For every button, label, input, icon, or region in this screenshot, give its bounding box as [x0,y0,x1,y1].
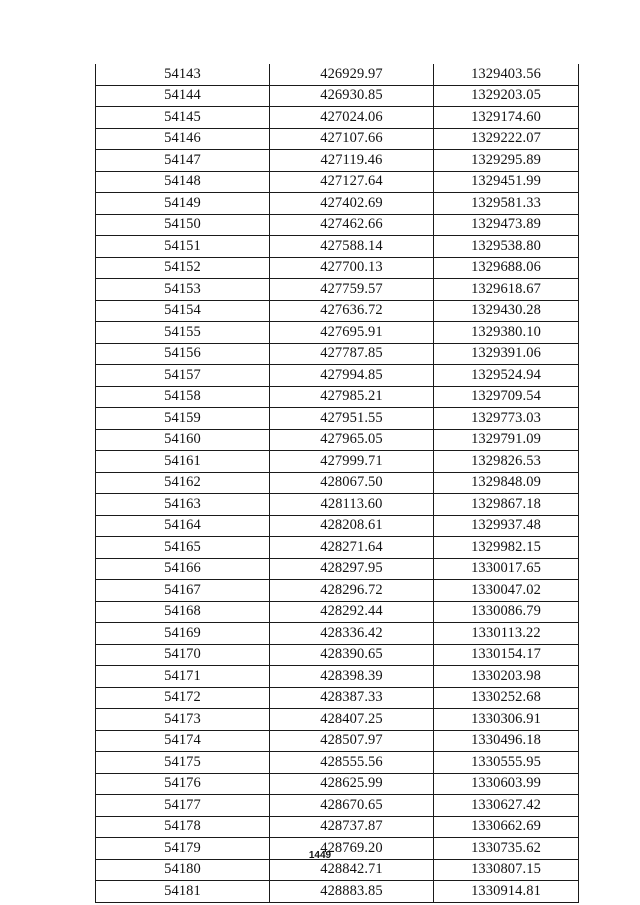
y-coordinate-cell: 1330735.62 [434,838,579,860]
table-row [96,343,579,365]
y-coordinate-cell: 1330203.98 [434,666,579,688]
x-coordinate-cell: 428296.72 [270,580,434,602]
point-id-cell: 54147 [96,150,270,172]
table-row [96,580,579,602]
table-row [96,107,579,129]
point-id-cell: 54155 [96,322,270,344]
x-coordinate-cell: 427127.64 [270,171,434,193]
y-coordinate-cell: 1329826.53 [434,451,579,473]
y-coordinate-cell: 1329982.15 [434,537,579,559]
table-row [96,601,579,623]
table-row [96,386,579,408]
table-row [96,537,579,559]
x-coordinate-cell: 427759.57 [270,279,434,301]
point-id-cell: 54165 [96,537,270,559]
y-coordinate-cell: 1330496.18 [434,730,579,752]
x-coordinate-cell: 427588.14 [270,236,434,258]
x-coordinate-cell: 428336.42 [270,623,434,645]
y-coordinate-cell: 1329430.28 [434,300,579,322]
point-id-cell: 54181 [96,881,270,903]
table-row [96,279,579,301]
table-row [96,709,579,731]
point-id-cell: 54150 [96,214,270,236]
point-id-cell: 54178 [96,816,270,838]
point-id-cell: 54163 [96,494,270,516]
table-row [96,472,579,494]
y-coordinate-cell: 1330047.02 [434,580,579,602]
x-coordinate-cell: 427462.66 [270,214,434,236]
y-coordinate-cell: 1329937.48 [434,515,579,537]
table-row [96,687,579,709]
table-row [96,365,579,387]
table-row [96,515,579,537]
table-row [96,644,579,666]
x-coordinate-cell: 427107.66 [270,128,434,150]
y-coordinate-cell: 1330086.79 [434,601,579,623]
y-coordinate-cell: 1329203.05 [434,85,579,107]
x-coordinate-cell: 428271.64 [270,537,434,559]
point-id-cell: 54172 [96,687,270,709]
point-id-cell: 54143 [96,64,270,85]
y-coordinate-cell: 1329473.89 [434,214,579,236]
point-id-cell: 54164 [96,515,270,537]
y-coordinate-cell: 1329618.67 [434,279,579,301]
coordinates-table [95,64,579,903]
x-coordinate-cell: 428398.39 [270,666,434,688]
table-row [96,85,579,107]
y-coordinate-cell: 1330914.81 [434,881,579,903]
page-number: 1449 [308,850,332,861]
y-coordinate-cell: 1329848.09 [434,472,579,494]
point-id-cell: 54177 [96,795,270,817]
table-row [96,322,579,344]
point-id-cell: 54157 [96,365,270,387]
x-coordinate-cell: 428769.20 [270,838,434,860]
table-row [96,666,579,688]
point-id-cell: 54151 [96,236,270,258]
point-id-cell: 54154 [96,300,270,322]
x-coordinate-cell: 427402.69 [270,193,434,215]
point-id-cell: 54179 [96,838,270,860]
x-coordinate-cell: 428507.97 [270,730,434,752]
y-coordinate-cell: 1329174.60 [434,107,579,129]
point-id-cell: 54174 [96,730,270,752]
point-id-cell: 54144 [96,85,270,107]
y-coordinate-cell: 1330662.69 [434,816,579,838]
point-id-cell: 54156 [96,343,270,365]
table-row [96,128,579,150]
table-row [96,236,579,258]
table-row [96,773,579,795]
y-coordinate-cell: 1330154.17 [434,644,579,666]
x-coordinate-cell: 428737.87 [270,816,434,838]
point-id-cell: 54176 [96,773,270,795]
x-coordinate-cell: 428208.61 [270,515,434,537]
table-row [96,795,579,817]
table-row [96,193,579,215]
point-id-cell: 54173 [96,709,270,731]
point-id-cell: 54162 [96,472,270,494]
table-row [96,816,579,838]
x-coordinate-cell: 427951.55 [270,408,434,430]
y-coordinate-cell: 1330252.68 [434,687,579,709]
y-coordinate-cell: 1330555.95 [434,752,579,774]
table-row [96,558,579,580]
y-coordinate-cell: 1330113.22 [434,623,579,645]
x-coordinate-cell: 427636.72 [270,300,434,322]
point-id-cell: 54145 [96,107,270,129]
point-id-cell: 54169 [96,623,270,645]
table-row [96,429,579,451]
y-coordinate-cell: 1330627.42 [434,795,579,817]
table-row [96,214,579,236]
y-coordinate-cell: 1329581.33 [434,193,579,215]
table-row [96,494,579,516]
y-coordinate-cell: 1329451.99 [434,171,579,193]
point-id-cell: 54159 [96,408,270,430]
x-coordinate-cell: 428670.65 [270,795,434,817]
table-row [96,150,579,172]
x-coordinate-cell: 427985.21 [270,386,434,408]
x-coordinate-cell: 428297.95 [270,558,434,580]
point-id-cell: 54168 [96,601,270,623]
point-id-cell: 54167 [96,580,270,602]
x-coordinate-cell: 427999.71 [270,451,434,473]
y-coordinate-cell: 1329867.18 [434,494,579,516]
point-id-cell: 54170 [96,644,270,666]
coordinates-table-body [96,64,579,902]
x-coordinate-cell: 427700.13 [270,257,434,279]
x-coordinate-cell: 427695.91 [270,322,434,344]
x-coordinate-cell: 426930.85 [270,85,434,107]
point-id-cell: 54146 [96,128,270,150]
table-row [96,408,579,430]
y-coordinate-cell: 1329380.10 [434,322,579,344]
point-id-cell: 54160 [96,429,270,451]
y-coordinate-cell: 1329295.89 [434,150,579,172]
x-coordinate-cell: 428555.56 [270,752,434,774]
point-id-cell: 54166 [96,558,270,580]
y-coordinate-cell: 1329791.09 [434,429,579,451]
point-id-cell: 54153 [96,279,270,301]
table-row [96,752,579,774]
table-row [96,300,579,322]
point-id-cell: 54171 [96,666,270,688]
y-coordinate-cell: 1329538.80 [434,236,579,258]
table-row [96,64,579,85]
point-id-cell: 54148 [96,171,270,193]
y-coordinate-cell: 1330603.99 [434,773,579,795]
point-id-cell: 54152 [96,257,270,279]
x-coordinate-cell: 428407.25 [270,709,434,731]
point-id-cell: 54180 [96,859,270,881]
x-coordinate-cell: 428067.50 [270,472,434,494]
table-row [96,257,579,279]
y-coordinate-cell: 1329391.06 [434,343,579,365]
x-coordinate-cell: 428883.85 [270,881,434,903]
x-coordinate-cell: 426929.97 [270,64,434,85]
table-row [96,881,579,903]
x-coordinate-cell: 428390.65 [270,644,434,666]
y-coordinate-cell: 1329524.94 [434,365,579,387]
y-coordinate-cell: 1330807.15 [434,859,579,881]
x-coordinate-cell: 428625.99 [270,773,434,795]
x-coordinate-cell: 427994.85 [270,365,434,387]
x-coordinate-cell: 427787.85 [270,343,434,365]
x-coordinate-cell: 427119.46 [270,150,434,172]
point-id-cell: 54175 [96,752,270,774]
x-coordinate-cell: 427024.06 [270,107,434,129]
x-coordinate-cell: 428842.71 [270,859,434,881]
y-coordinate-cell: 1330306.91 [434,709,579,731]
x-coordinate-cell: 428292.44 [270,601,434,623]
y-coordinate-cell: 1329222.07 [434,128,579,150]
x-coordinate-cell: 428113.60 [270,494,434,516]
table-row [96,623,579,645]
table-row [96,171,579,193]
y-coordinate-cell: 1329773.03 [434,408,579,430]
x-coordinate-cell: 428387.33 [270,687,434,709]
y-coordinate-cell: 1329403.56 [434,64,579,85]
y-coordinate-cell: 1329709.54 [434,386,579,408]
y-coordinate-cell: 1330017.65 [434,558,579,580]
table-row [96,730,579,752]
point-id-cell: 54149 [96,193,270,215]
x-coordinate-cell: 427965.05 [270,429,434,451]
table-row [96,451,579,473]
point-id-cell: 54161 [96,451,270,473]
point-id-cell: 54158 [96,386,270,408]
y-coordinate-cell: 1329688.06 [434,257,579,279]
table-row [96,859,579,881]
